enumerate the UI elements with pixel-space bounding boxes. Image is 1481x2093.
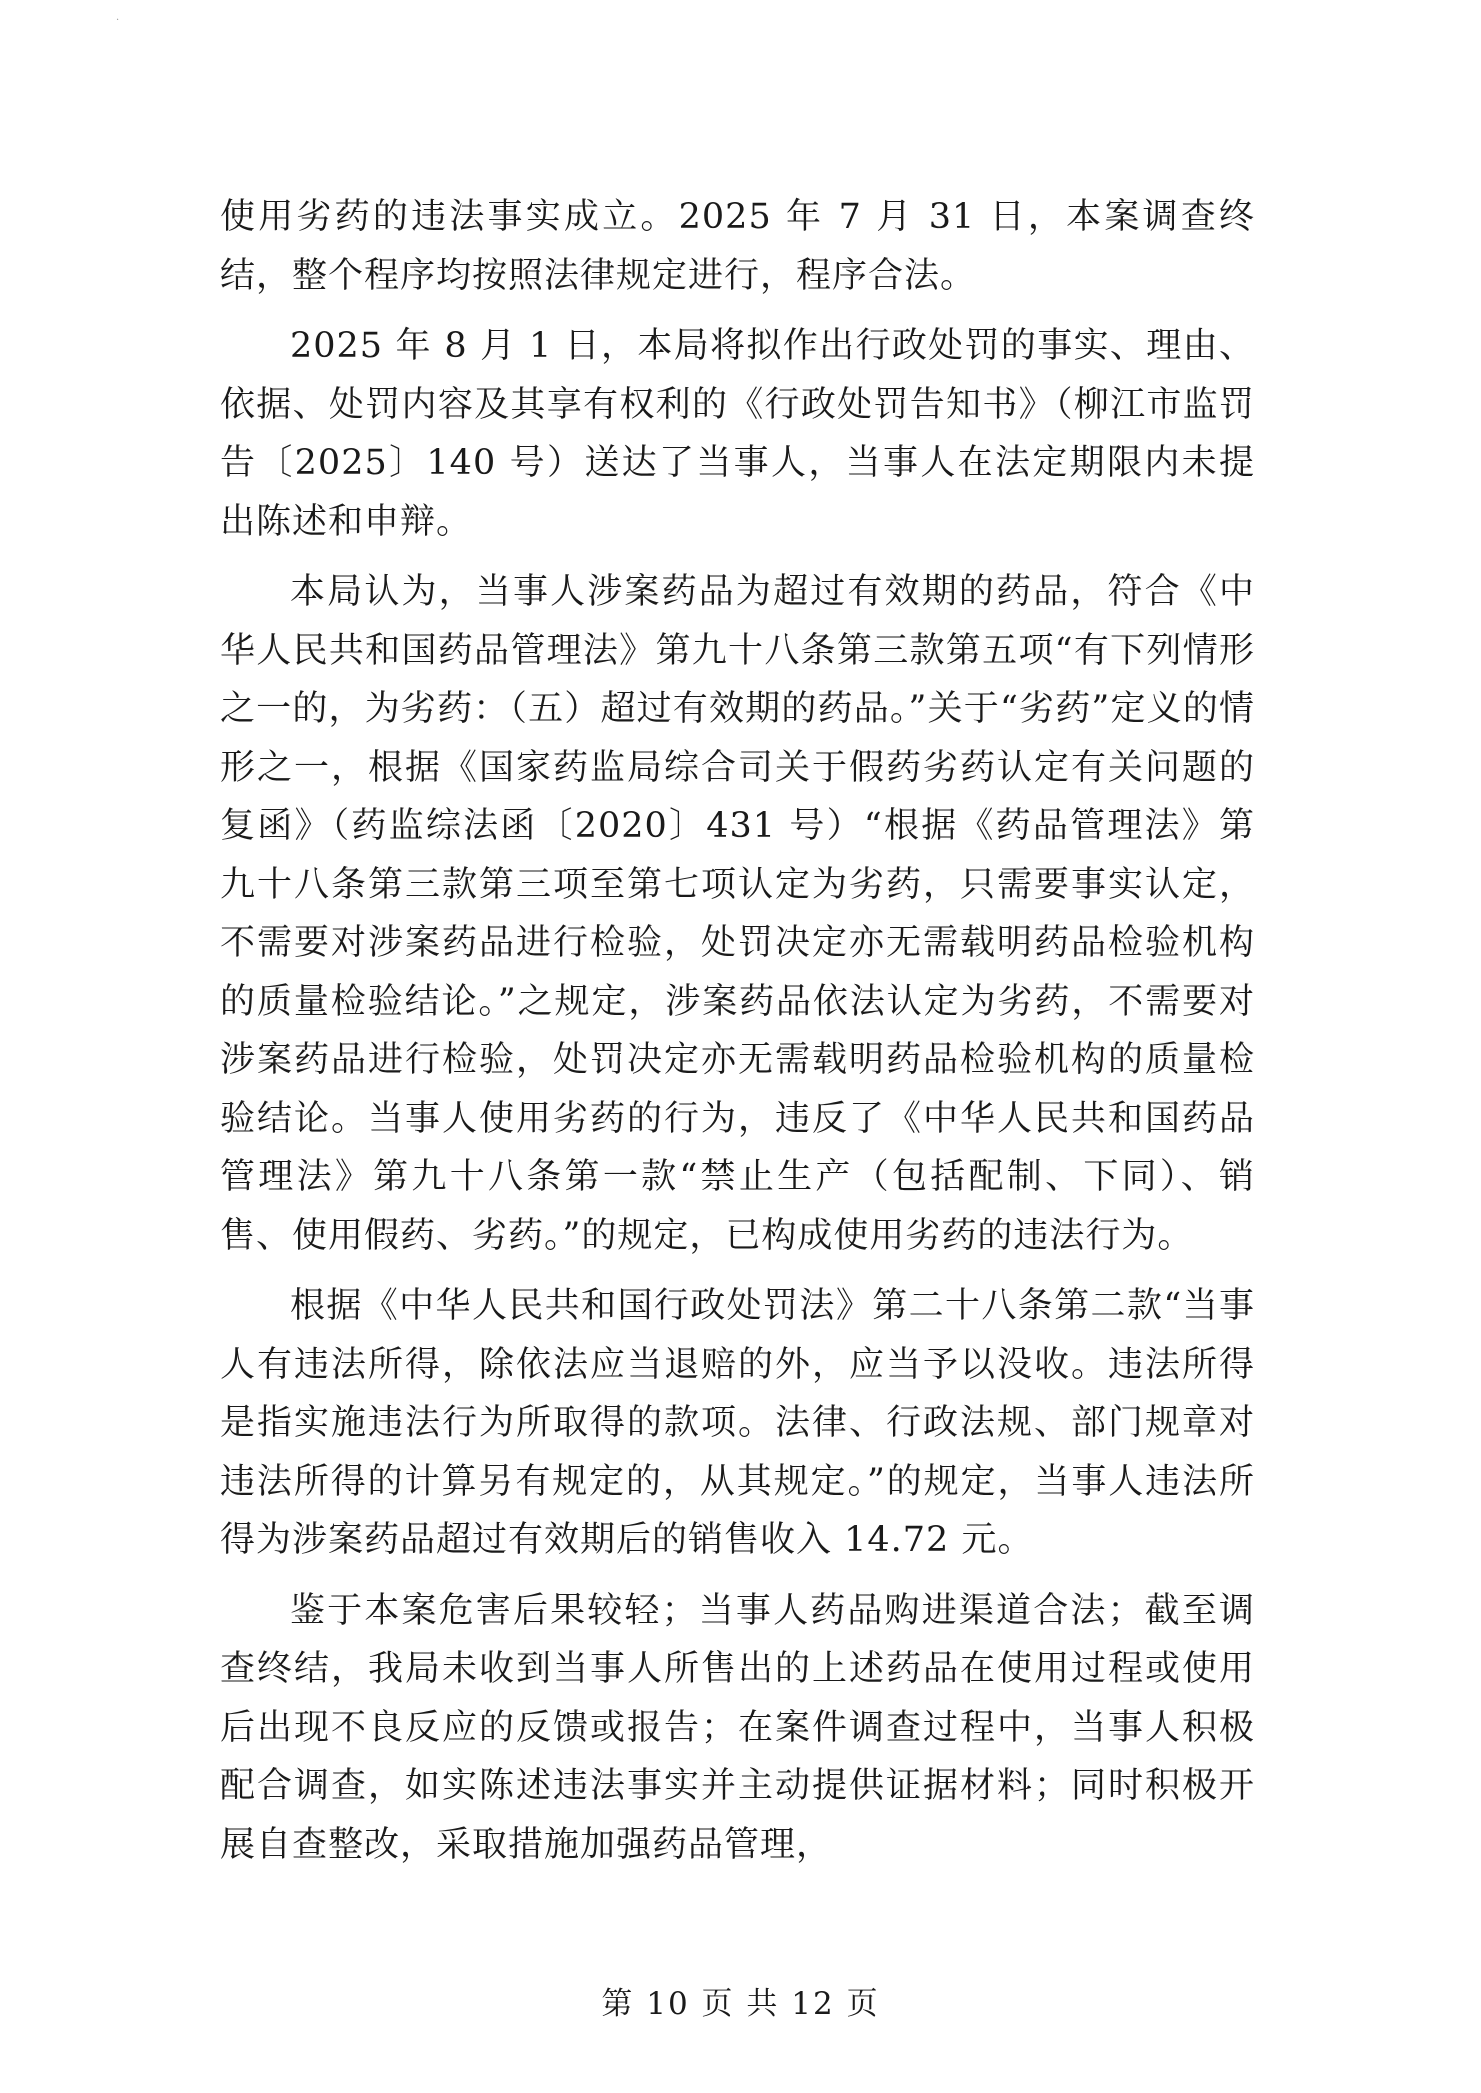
page-number-footer: 第 10 页 共 12 页: [601, 1986, 880, 2022]
paragraph-investigation-conclusion: 使用劣药的违法事实成立。2025 年 7 月 31 日，本案调查终结，整个程序均按照法律规定进行，程序合法。: [220, 197, 1255, 296]
document-body: [220, 188, 1255, 1886]
scan-artifact: .: [116, 12, 120, 23]
paragraph-mitigating-factors: 鉴于本案危害后果较轻；当事人药品购进渠道合法；截至调查终结，我局未收到当事人所售出的上述药品在使用过程或使用后出现不良反应的反馈或报告；在案件调查过程中，当事人积极配合调查，如实陈述违法事实并主动提供证据材料；同时积极开展自查整改，采取措施加强药品管理，: [220, 1590, 1255, 1865]
paragraph-penalty-notice: 2025 年 8 月 1 日，本局将拟作出行政处罚的事实、理由、依据、处罚内容及其享有权利的《行政处罚告知书》（柳江市监罚告〔2025〕140 号）送达了当事人，当事人在法定期限内未提出陈述和申辩。: [220, 326, 1255, 542]
paragraph-illegal-income: 根据《中华人民共和国行政处罚法》第二十八条第二款“当事人有违法所得，除依法应当退赔的外，应当予以没收。违法所得是指实施违法行为所取得的款项。法律、行政法规、部门规章对违法所得的计算另有规定的，从其规定。”的规定，当事人违法所得为涉案药品超过有效期后的销售收入 14.72 元。: [220, 1286, 1255, 1560]
paragraph-legal-analysis: 本局认为，当事人涉案药品为超过有效期的药品，符合《中华人民共和国药品管理法》第九十八条第三款第五项“有下列情形之一的，为劣药：（五）超过有效期的药品。”关于“劣药”定义的情形之一，根据《国家药监局综合司关于假药劣药认定有关问题的复函》（药监综法函〔2020〕431 号）“根据《药品管理法》第九十八条第三款第三项至第七项认定为劣药，只需要事实认定，不需要对涉案药品进行检验，处罚决定亦无需载明药品检验机构的质量检验结论。”之规定，涉案药品依法认定为劣药，不需要对涉案药品进行检验，处罚决定亦无需载明药品检验机构的质量检验结论。当事人使用劣药的行为，违反了《中华人民共和国药品管理法》第九十八条第一款“禁止生产（包括配制、下同）、销售、使用假药、劣药。”的规定，已构成使用劣药的违法行为。: [220, 572, 1255, 1256]
